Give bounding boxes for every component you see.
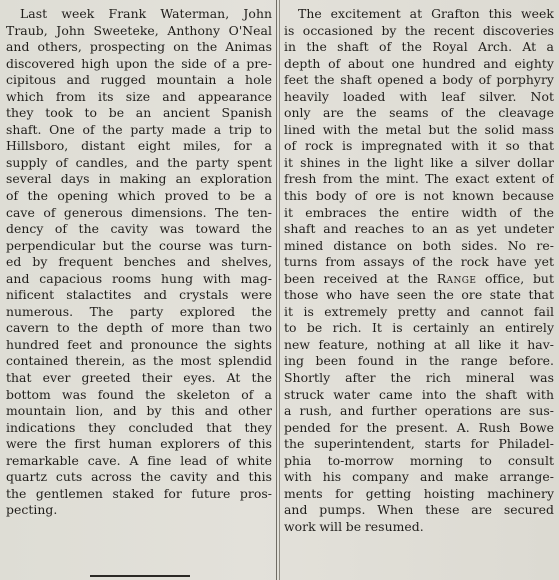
- article-line: discovered high upon the side of a pre-: [6, 55, 272, 71]
- article-line: bottom was found the skeleton of a: [6, 386, 272, 402]
- article-line: lined with the metal but the solid mass: [284, 121, 554, 137]
- article-line: and pumps. When these are secured: [284, 502, 554, 518]
- right-article: [284, 6, 554, 536]
- article-line: it shines in the light like a silver dollar: [284, 154, 554, 170]
- article-line: those who have seen the ore state that: [284, 287, 554, 303]
- article-line: perpendicular but the course was turn-: [6, 237, 272, 253]
- article-line: ing been found in the range before.: [284, 353, 554, 369]
- article-line: work will be resumed.: [284, 518, 424, 534]
- article-line: the superintendent, starts for Philadel-: [284, 436, 554, 452]
- article-line: Traub, John Sweeteke, Anthony O'Neal: [6, 22, 272, 38]
- article-line: with his company and make arrange-: [284, 469, 554, 485]
- article-line: heavily loaded with leaf silver. Not: [284, 88, 554, 104]
- article-line: mined distance on both sides. No re-: [284, 237, 554, 253]
- article-line: in the shaft of the Royal Arch. At a: [284, 39, 554, 55]
- article-line: remarkable cave. A fine lead of white: [6, 452, 272, 468]
- article-line: ed by frequent benches and shelves,: [6, 254, 272, 270]
- article-line: depth of about one hundred and eighty: [284, 55, 554, 71]
- article-line: indications they concluded that they: [6, 419, 272, 435]
- article-line: of the opening which proved to be a: [6, 188, 272, 204]
- article-line: been received at the Range office, but: [284, 270, 554, 286]
- article-line: quartz cuts across the cavity and this: [6, 469, 272, 485]
- article-line: Shortly after the rich mineral was: [284, 370, 554, 386]
- article-line: a rush, and further operations are sus-: [284, 403, 554, 419]
- article-line: new feature, nothing at all like it hav-: [284, 336, 554, 352]
- left-article: [6, 6, 272, 519]
- article-line: nificent stalactites and crystals were: [6, 287, 272, 303]
- article-line: ments for getting hoisting machinery: [284, 485, 554, 501]
- article-line: which from its size and appearance: [6, 88, 272, 104]
- article-line: phia to-morrow morning to consult: [284, 452, 554, 468]
- article-line: the gentlemen staked for future pros-: [6, 485, 272, 501]
- article-line: it embraces the entire width of the: [284, 204, 554, 220]
- article-line: they took to be an ancient Spanish: [6, 105, 272, 121]
- article-line: only are the seams of the cleavage: [284, 105, 554, 121]
- article-line: contained therein, as the most splendid: [6, 353, 272, 369]
- article-line: Hillsboro, distant eight miles, for a: [6, 138, 272, 154]
- article-separator-rule: [90, 575, 190, 577]
- column-rule: [276, 0, 277, 580]
- article-line: mountain lion, and by this and other: [6, 403, 272, 419]
- article-line: pended for the present. A. Rush Bowe: [284, 419, 554, 435]
- newspaper-name-smallcaps: Range: [436, 270, 477, 286]
- article-line: supply of candles, and the party spent: [6, 154, 272, 170]
- article-line: this body of ore is not known because: [284, 188, 554, 204]
- article-line: that ever greeted their eyes. At the: [6, 370, 272, 386]
- article-line: pecting.: [6, 502, 58, 518]
- article-line: turns from assays of the rock have yet: [284, 254, 554, 270]
- article-line: dency of the cavity was toward the: [6, 221, 272, 237]
- article-line: struck water came into the shaft with: [284, 386, 554, 402]
- article-line: cave of generous dimensions. The ten-: [6, 204, 272, 220]
- article-line: cavern to the depth of more than two: [6, 320, 272, 336]
- article-line: is occasioned by the recent discoveries: [284, 22, 554, 38]
- article-line: feet the shaft opened a body of porphyry: [284, 72, 554, 88]
- article-line: and others, prospecting on the Animas: [6, 39, 272, 55]
- article-line: shaft. One of the party made a trip to: [6, 121, 272, 137]
- article-line: fresh from the mint. The exact extent of: [284, 171, 554, 187]
- column-rule-inner: [279, 0, 280, 580]
- article-line: of rock is impregnated with it so that: [284, 138, 554, 154]
- article-line: several days in making an exploration: [6, 171, 272, 187]
- article-line: numerous. The party explored the: [6, 303, 272, 319]
- article-line: hundred feet and pronounce the sights: [6, 336, 272, 352]
- article-line: and capacious rooms hung with mag-: [6, 270, 272, 286]
- article-line: to be rich. It is certainly an entirely: [284, 320, 554, 336]
- article-line: The excitement at Grafton this week: [298, 6, 554, 21]
- article-line: were the first human explorers of this: [6, 436, 272, 452]
- article-line: it is extremely pretty and cannot fail: [284, 303, 554, 319]
- article-line: Last week Frank Waterman, John: [20, 6, 272, 21]
- article-line: cipitous and rugged mountain a hole: [6, 72, 272, 88]
- article-line: shaft and reaches to an as yet undeter: [284, 221, 554, 237]
